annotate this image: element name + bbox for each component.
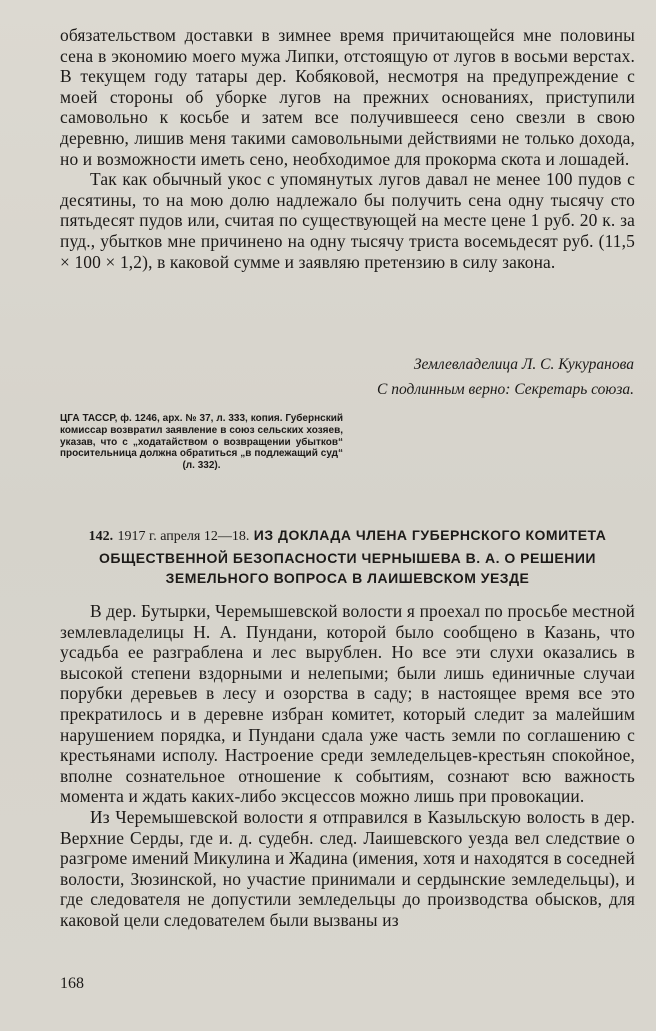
page-number: 168	[60, 975, 84, 992]
signature-certification: С подлинным верно: Секретарь союза.	[377, 381, 634, 398]
report-paragraph-2: Из Черемышевской волости я отправился в Казыльскую волость в дер. Верхние Серды, где и. д. судебн. след. Лаишевского уезда вел следствие о разгроме имений Микулина и Жадина (имения, хотя и находятся в соседней волости, Зюзинской, но участие принимали и сердынские земледельцы), и где следователя не допустили земледельцы до производства обысков, для каковой цели следователем были вызваны из	[60, 806, 635, 930]
report-text	[60, 601, 635, 931]
letter-paragraph-1: обязательством доставки в зимнее время причитающейся мне половины сена в экономию моего мужа Липки, отстоящую от лугов в восьми верстах. В текущем году татары дер. Кобяковой, несмотря на предупреждение с моей стороны об уборке лугов на прежних основаниях, приступили самовольно к косьбе и затем все получившееся сено свезли в свою деревню, лишив меня такими самовольными действиями не только дохода, но и возможности иметь сено, необходимое для прокорма скота и лошадей.	[60, 25, 635, 169]
document-date: 1917 г. апреля 12—18.	[117, 529, 250, 544]
letter-signature	[377, 352, 634, 402]
letter-paragraph-2: Так как обычный укос с упомянутых лугов давал не менее 100 пудов с десятины, то на мою долю надлежало бы получить сена одну тысячу сто пятьдесят пудов или, считая по существующей на месте цене 1 руб. 20 к. за пуд., убытков мне причинено на одну тысячу триста восемьдесят руб. (11,5 × 100 × 1,2), в каковой сумме и заявляю претензию в силу закона.	[60, 169, 635, 272]
report-paragraph-1: В дер. Бутырки, Черемышевской волости я проехал по просьбе местной землевладелицы Н. А. Пундани, которой было сообщено в Казань, что усадьба ее разграблена и лес вырублен. Но все эти слухи оказались в высокой степени вздорными и нелепыми; были лишь единичные случаи порубки деревьев в лесу и озорства в саду; в настоящее время все это прекратилось и в деревне избран комитет, который следит за малейшим нарушением порядка, и Пундани сдала уже часть земли по соглашению с крестьянами исполу. Настроение среди земледельцев-крестьян спокойное, вполне сознательное отношение к событиям, сознают всю важность момента и ждать каких-либо эксцессов можно лишь при провокации.	[60, 601, 635, 807]
signature-landowner: Землевладелица Л. С. Кукуранова	[413, 356, 634, 373]
document-heading	[60, 525, 635, 589]
letter-text	[60, 25, 635, 272]
archive-note: ЦГА ТАССР, ф. 1246, арх. № 37, л. 333, копия. Губернский комиссар возвратил заявление в союз сельских хозяев, указав, что с „ходатайством о возвращении убытков“ просительница должна обратиться „в подлежащий суд“ (л. 332).	[60, 413, 343, 472]
document-number: 142.	[88, 529, 114, 544]
document-title: ИЗ ДОКЛАДА ЧЛЕНА ГУБЕРНСКОГО КОМИТЕТА ОБЩЕСТВЕННОЙ БЕЗОПАСНОСТИ ЧЕРНЫШЕВА В. А. О РЕШЕНИИ ЗЕМЕЛЬНОГО ВОПРОСА В ЛАИШЕВСКОМ УЕЗДЕ	[99, 527, 607, 586]
